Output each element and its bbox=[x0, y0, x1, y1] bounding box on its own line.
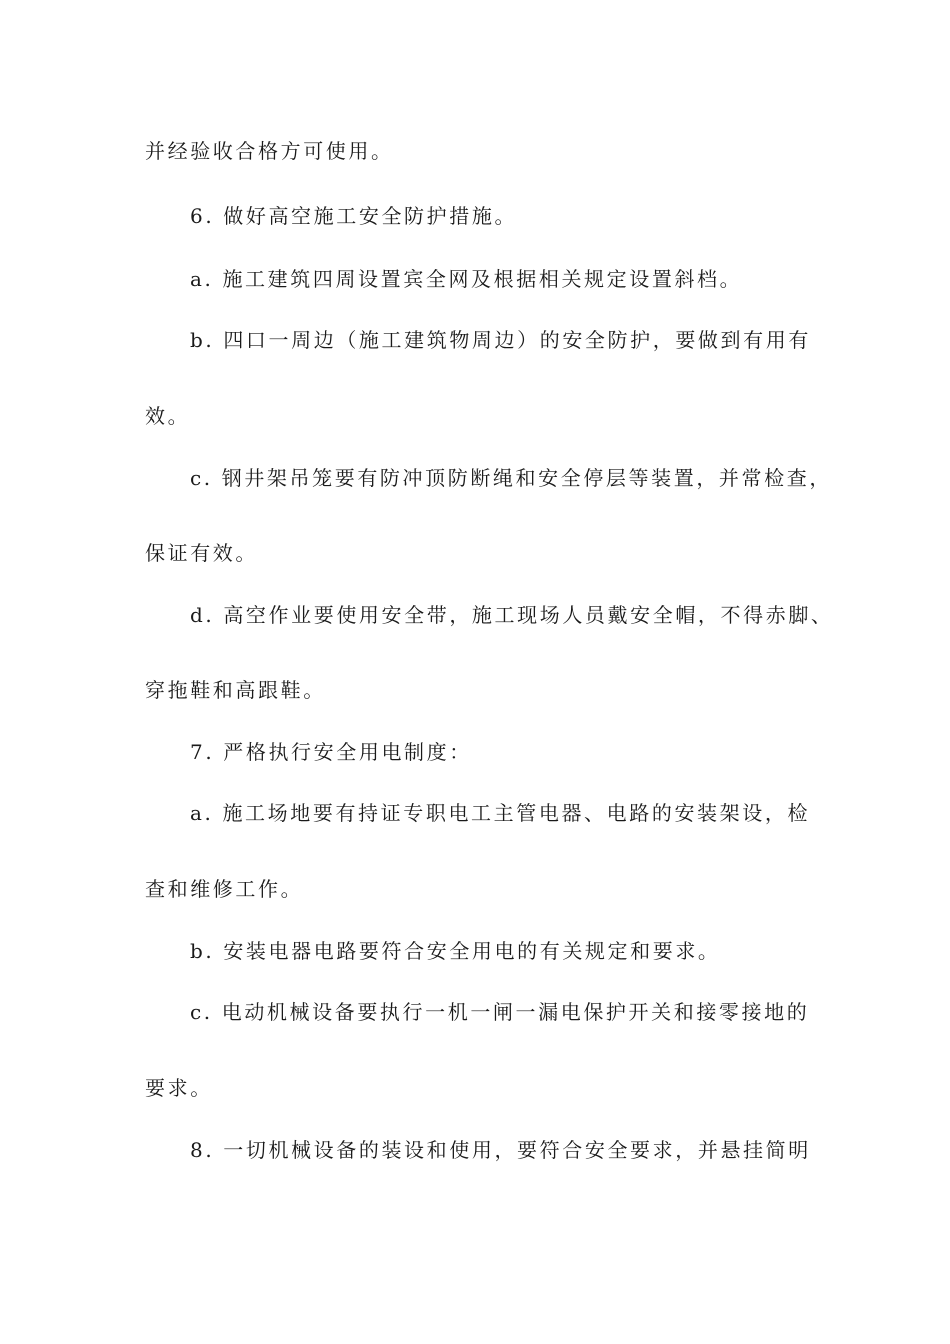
text-line-item-6: 6. 做好高空施工安全防护措施。 bbox=[190, 204, 518, 228]
text-line-item-6b: b. 四口一周边（施工建筑物周边）的安全防护，要做到有用有 bbox=[190, 328, 811, 352]
text-line-item-6b-cont: 效。 bbox=[145, 404, 191, 428]
text-line-continuation: 并经验收合格方可使用。 bbox=[145, 139, 394, 163]
text-line-item-6d: d. 高空作业要使用安全带，施工现场人员戴安全帽，不得赤脚、 bbox=[190, 603, 834, 627]
text-line-item-6c-cont: 保证有效。 bbox=[145, 541, 258, 565]
text-line-item-7a-cont: 查和维修工作。 bbox=[145, 877, 304, 901]
text-line-item-7b: b. 安装电器电路要符合安全用电的有关规定和要求。 bbox=[190, 939, 721, 963]
text-line-item-6d-cont: 穿拖鞋和高跟鞋。 bbox=[145, 678, 326, 702]
text-line-item-7c-cont: 要求。 bbox=[145, 1076, 213, 1100]
text-line-item-6c: c. 钢井架吊笼要有防冲顶防断绳和安全停层等装置，并常检查， bbox=[190, 466, 832, 490]
text-line-item-7c: c. 电动机械设备要执行一机一闸一漏电保护开关和接零接地的 bbox=[190, 1000, 810, 1024]
text-line-item-7: 7. 严格执行安全用电制度： bbox=[190, 740, 472, 764]
text-line-item-8: 8. 一切机械设备的装设和使用，要符合安全要求，并悬挂简明 bbox=[190, 1138, 811, 1162]
text-line-item-7a: a. 施工场地要有持证专职电工主管电器、电路的安装架设，检 bbox=[190, 801, 811, 825]
text-line-item-6a: a. 施工建筑四周设置宾全网及根据相关规定设置斜档。 bbox=[190, 267, 743, 291]
